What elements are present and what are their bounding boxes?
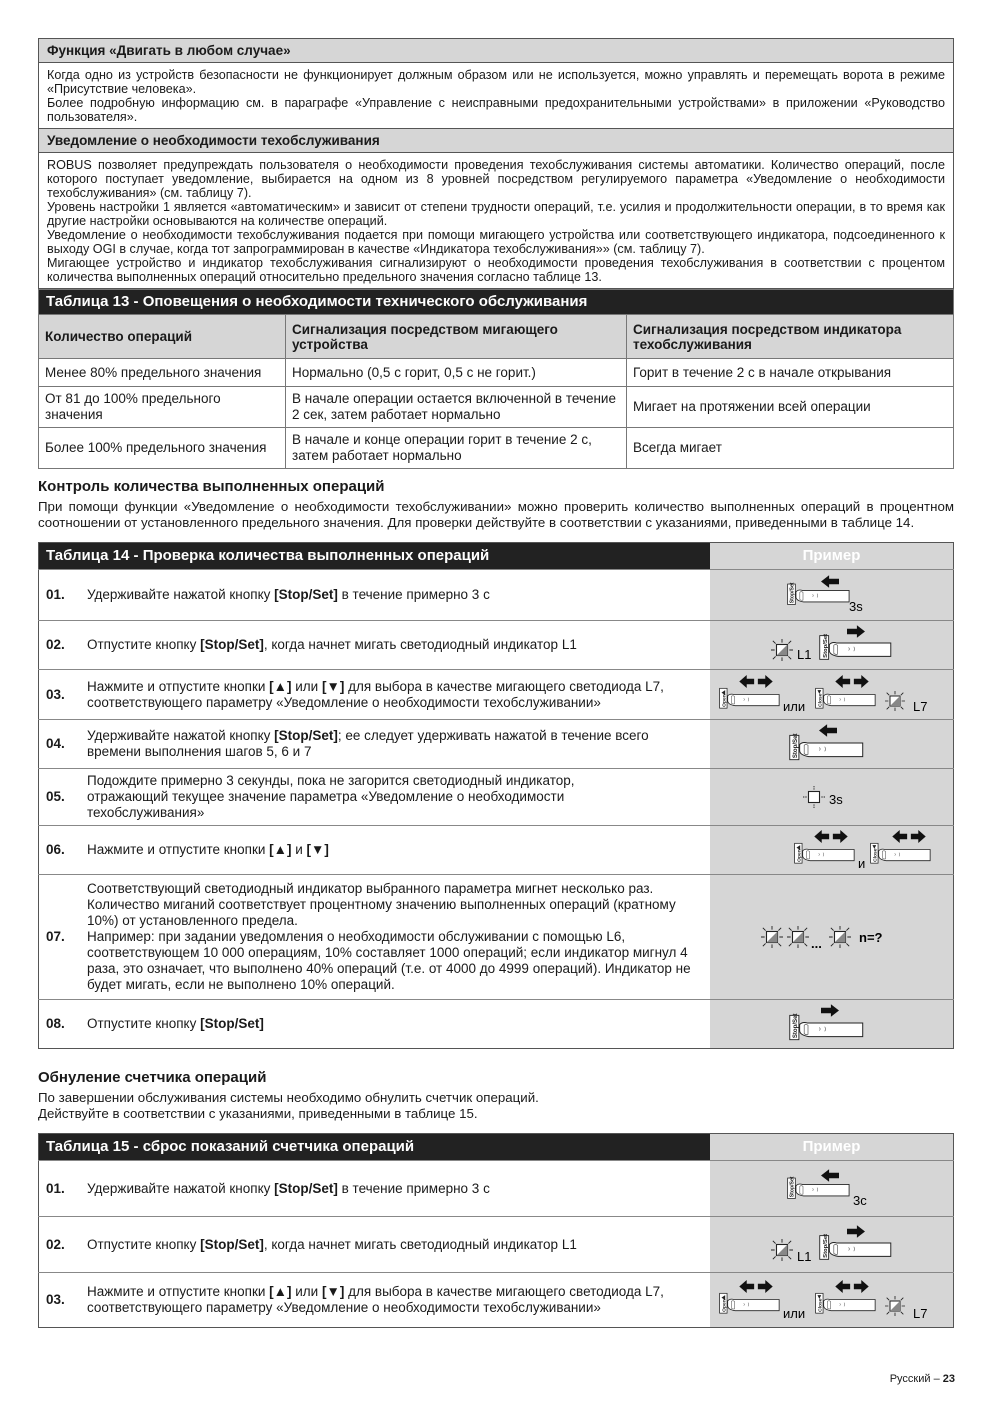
led-blink-icon (829, 926, 851, 948)
table-row (39, 428, 954, 469)
paragraph: Более подробную информацию см. в параграфе «Управление с неисправными предохранительными устройствами» в приложении «Руководство пользователя». (47, 96, 945, 124)
table-row (39, 875, 954, 1000)
close-button-icon (816, 688, 876, 708)
step-example (710, 1217, 954, 1273)
table-13 (38, 289, 954, 469)
step-text: Нажмите и отпустите кнопки [▲] или [▼] для выбора в качестве мигающего светодиода L7, соответствующего параметру «Уведомление о необходимости техобслуживании» (83, 670, 710, 720)
step-text: Отпустите кнопку [Stop/Set], когда начнет мигать светодиодный индикатор L1 (83, 621, 710, 670)
step-example (710, 1161, 954, 1217)
example-label: L1 (796, 647, 811, 662)
example-label: L7 (913, 698, 928, 714)
box-move-anyway-body (39, 63, 953, 128)
step-text: Подождите примерно 3 секунды, пока не загорится светодиодный индикатор, отражающий текущее значение параметра «Уведомление о необходимости техобслуживания» (83, 769, 710, 826)
stopset-button-icon (789, 734, 862, 760)
example-label: 3s (848, 599, 863, 614)
table-row (39, 387, 954, 428)
step-number: 04. (39, 720, 84, 769)
example-label: ... (810, 936, 822, 951)
open-button-icon (720, 688, 780, 708)
example-label: L7 (913, 1306, 928, 1321)
table-row (39, 570, 954, 621)
step-example (710, 1000, 954, 1049)
example-label: или (783, 698, 806, 714)
box-maintenance-notice-title: Уведомление о необходимости техобслуживания (39, 129, 953, 153)
table-cell: От 81 до 100% предельного значения (39, 387, 286, 428)
table-14 (38, 542, 954, 1049)
step-text: Соответствующий светодиодный индикатор выбранного параметра мигнет несколько раз. Количество миганий соответствует процентному значению выполненных операций (кратному 10%) от установленного предела. Например: при задании уведомления о необходимости обслуживании с помощью L6, соответствующем 10 000 операциям, 10% составляет 1000 операций; если индикатор мигнул 4 раза, это означает, что выполнено 40% операций (т.е. от 4000 до 4999 операций). Индикатор не будет мигать, если не выполнено 10% операций. (83, 875, 710, 1000)
led-blink-icon (771, 1239, 793, 1261)
section-heading: Контроль количества выполненных операций (38, 478, 385, 495)
table-row (39, 826, 954, 875)
section-text: По завершении обслуживания системы необходимо обнулить счетчик операций. (38, 1090, 539, 1105)
table-cell: Мигает на протяжении всей операции (627, 387, 954, 428)
led-blink-icon (885, 691, 905, 711)
table-row (39, 670, 954, 720)
page-number: 23 (942, 1373, 955, 1385)
stopset-button-icon (787, 1176, 848, 1198)
table-row (39, 1273, 954, 1328)
section-text: При помощи функции «Уведомление о необходимости техобслуживании» можно проверить количество выполненных операций в процентном соотношении от установленного предельного значения. Для проверки действуйте в соответствии с указаниями, приведенными в таблице 14. (38, 499, 954, 530)
step-text: Нажмите и отпустите кнопки [▲] или [▼] для выбора в качестве мигающего светодиода L7, соответствующего параметру «Уведомление о необходимости техобслуживании» (87, 1284, 664, 1315)
table-cell: Более 100% предельного значения (39, 428, 286, 469)
table-row (39, 1000, 954, 1049)
led-blink-icon (787, 926, 809, 948)
table-14-title: Таблица 14 - Проверка количества выполненных операций (39, 543, 711, 570)
close-button-icon (816, 1293, 876, 1313)
example-label: n=? (858, 930, 882, 945)
step-number: 03. (39, 670, 84, 720)
step-text: Отпустите кнопку [Stop/Set], когда начнет мигать светодиодный индикатор L1 (83, 1217, 710, 1273)
led-blink-icon (885, 1296, 905, 1316)
table-cell: Всегда мигает (627, 428, 954, 469)
step-number: 06. (39, 826, 84, 875)
step-example (710, 720, 954, 769)
table-cell: Менее 80% предельного значения (39, 359, 286, 387)
table-15-example-header: Пример (710, 1134, 954, 1161)
open-button-icon (795, 843, 855, 863)
table-cell: Горит в течение 2 с в начале открывания (627, 359, 954, 387)
paragraph: Уведомление о необходимости техобслуживания подается при помощи мигающего устройства или соответствующего индикатора, подсоединенного к выходу OGI в случае, когда тот запрограммирован в качестве «Индикатора техобслуживания»» (см. таблицу 7). (47, 228, 945, 256)
table-14-example-header: Пример (710, 543, 954, 570)
led-blink-icon (771, 639, 793, 661)
close-button-icon (871, 843, 931, 863)
step-number: 08. (46, 1016, 65, 1031)
footer-language: Русский – (889, 1373, 943, 1385)
example-label: 3s (828, 792, 843, 807)
step-number: 01. (39, 1161, 84, 1217)
example-label: 3с (852, 1192, 867, 1208)
led-blink-icon (761, 926, 783, 948)
table-row (39, 769, 954, 826)
stopset-button-icon (789, 1014, 862, 1040)
step-number: 01. (39, 570, 84, 621)
led-off-icon (803, 786, 825, 808)
stopset-button-icon (819, 634, 890, 659)
step-example (710, 769, 954, 826)
table-13-header: Сигнализация посредством индикатора техобслуживания (627, 315, 954, 359)
table-15 (38, 1133, 954, 1328)
step-text: Удерживайте нажатой кнопку [Stop/Set] в течение примерно 3 с (83, 570, 710, 621)
step-example (710, 570, 954, 621)
step-text: Удерживайте нажатой кнопку [Stop/Set] в течение примерно 3 с (83, 1161, 710, 1217)
table-row (39, 359, 954, 387)
page-footer (890, 1373, 955, 1385)
step-number: 02. (39, 1217, 84, 1273)
step-example (710, 1273, 954, 1328)
table-row (39, 720, 954, 769)
stopset-button-icon (787, 582, 848, 604)
paragraph: Уровень настройки 1 является «автоматическим» и зависит от степени трудности операций, т.е. усилия и продолжительности операции, в то время как другие настройки основываются на количестве операций. (47, 200, 945, 228)
step-example (710, 621, 954, 670)
section-text: Действуйте в соответствии с указаниями, приведенными в таблице 15. (38, 1106, 478, 1121)
step-example (710, 826, 954, 875)
paragraph: Мигающее устройство и индикатор техобслуживания сигнализируют о необходимости проведения техобслуживания в соответствии с процентом количества выполненных операций относительно предельного значения согласно таблице 13. (47, 256, 945, 284)
table-13-header: Количество операций (39, 315, 286, 359)
table-15-title: Таблица 15 - сброс показаний счетчика операций (39, 1134, 711, 1161)
table-13-title: Таблица 13 - Оповещения о необходимости технического обслуживания (39, 290, 954, 315)
step-example (710, 670, 954, 720)
section-heading: Обнуление счетчика операций (38, 1069, 267, 1086)
step-example (710, 875, 954, 1000)
step-text: Удерживайте нажатой кнопку [Stop/Set]; ее следует удерживать нажатой в течение всего времени выполнения шагов 5, 6 и 7 (83, 720, 710, 769)
table-cell: В начале операции остается включенной в течение 2 сек, затем работает нормально (286, 387, 627, 428)
table-cell: Нормально (0,5 с горит, 0,5 с не горит.) (286, 359, 627, 387)
example-label: L1 (796, 1248, 811, 1264)
open-button-icon (720, 1293, 780, 1313)
step-text: Нажмите и отпустите кнопки [▲] и [▼] (83, 826, 710, 875)
example-label: и (858, 856, 866, 871)
table-cell: В начале и конце операции горит в течение 2 с, затем работает нормально (286, 428, 627, 469)
box-maintenance-notice (38, 129, 954, 289)
stopset-button-icon (819, 1233, 890, 1258)
table-row (39, 1217, 954, 1273)
paragraph: ROBUS позволяет предупреждать пользователя о необходимости проведения техобслуживания системы автоматики. Количество операций, после которого поступает уведомление, выбирается на одном из 8 уровней посредством регулируемого параметра «Уведомление о необходимости техобслуживания» (см. таблицу 7). (47, 158, 945, 200)
paragraph: Когда одно из устройств безопасности не функционирует должным образом или не используется, можно управлять и перемещать ворота в режиме «Присутствие человека». (47, 68, 945, 96)
box-maintenance-notice-body (39, 153, 953, 288)
table-row (39, 621, 954, 670)
box-move-anyway (38, 38, 954, 129)
step-number: 03. (46, 1292, 65, 1307)
step-number: 05. (39, 769, 84, 826)
table-row (39, 1161, 954, 1217)
table-13-header: Сигнализация посредством мигающего устройства (286, 315, 627, 359)
step-number: 02. (39, 621, 84, 670)
box-move-anyway-title: Функция «Двигать в любом случае» (39, 39, 953, 63)
step-number: 07. (39, 875, 84, 1000)
step-text: Отпустите кнопку [Stop/Set] (87, 1016, 264, 1031)
example-label: или (783, 1306, 806, 1321)
